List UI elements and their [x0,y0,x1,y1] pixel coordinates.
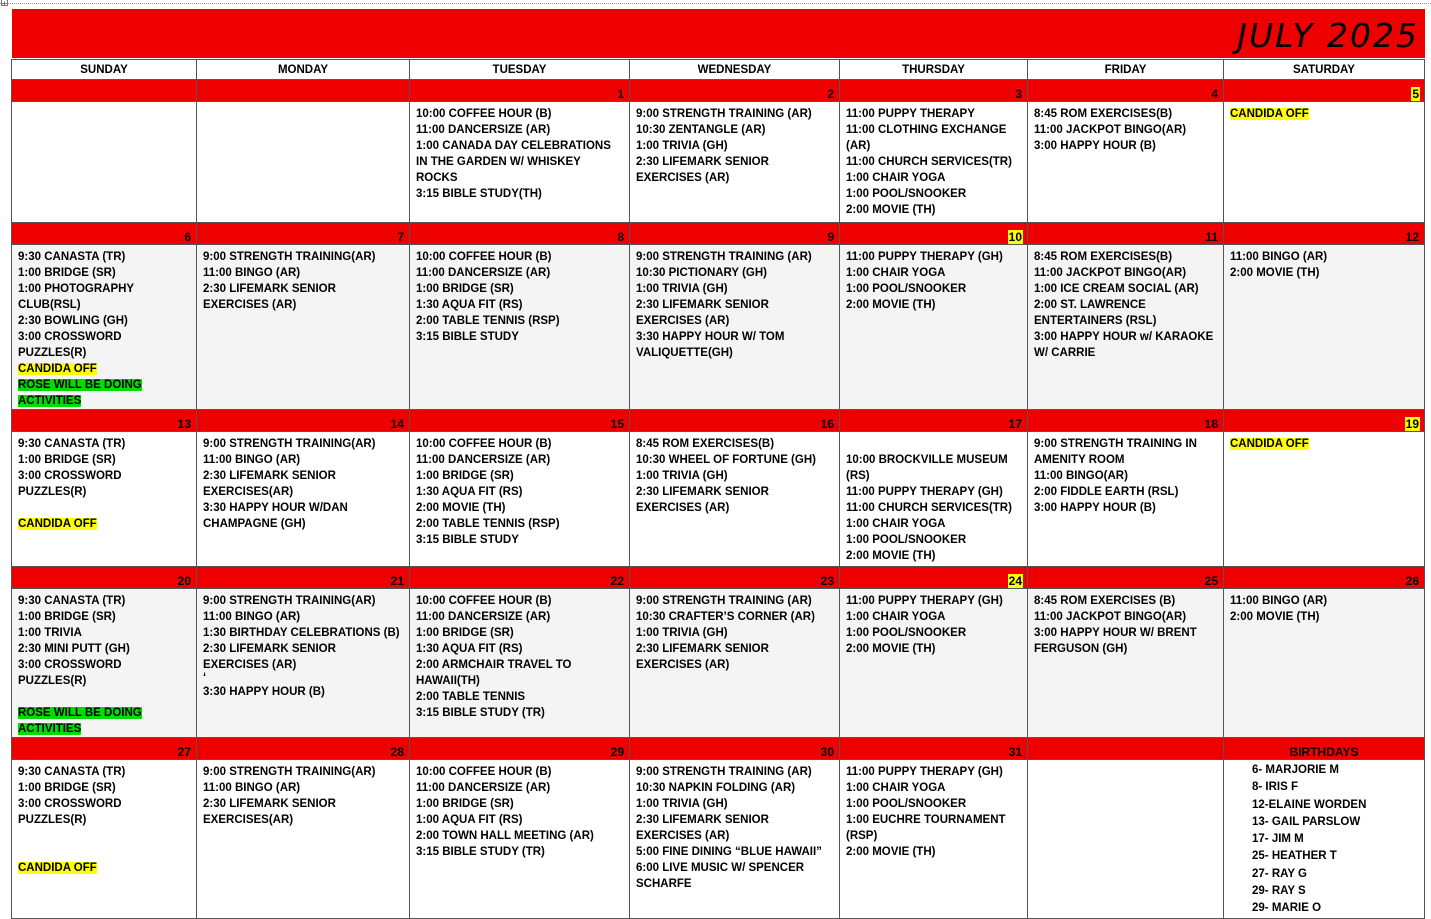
date-cell [12,567,197,589]
event: 10:30 ZENTANGLE (AR) [636,124,766,136]
week-3-number-row [12,410,1425,432]
date-number: 27 [177,745,191,759]
event: 9:30 CANASTA (TR) [18,595,126,607]
date-number: 31 [1008,745,1022,759]
event: 1:00 BRIDGE (SR) [18,782,116,794]
weekday-monday: MONDAY [197,60,410,80]
event: 8:45 ROM EXERCISES (B) [1034,595,1176,607]
week-2-events-row [12,245,1425,410]
event: 9:30 CANASTA (TR) [18,766,126,778]
birthday-entry: 12-ELAINE WORDEN [1252,798,1367,811]
date-number: 8 [617,230,624,244]
event: 3:00 HAPPY HOUR W/ BRENT FERGUSON (GH) [1034,627,1197,655]
event: 2:00 MOVIE (TH) [846,299,936,311]
date-cell [12,410,197,432]
day-events [1028,760,1224,919]
date-number: 17 [1008,417,1022,431]
week-4-events-row [12,589,1425,738]
event: 3:30 HAPPY HOUR W/DAN CHAMPAGNE (GH) [203,502,348,530]
event: 11:00 PUPPY THERAPY [846,108,975,120]
day-events [12,760,197,919]
date-number: 29 [610,745,624,759]
day-events [840,760,1028,919]
event: 11:00 BINGO(AR) [1034,470,1128,482]
event: 11:00 JACKPOT BINGO(AR) [1034,267,1187,279]
date-cell [840,738,1028,760]
event: 3:15 BIBLE STUDY [416,534,519,546]
event: 2:30 LIFEMARK SENIOR EXERCISES (AR) [636,299,769,327]
birthday-entry: 29- RAY S [1252,885,1306,898]
day-events [1028,432,1224,567]
event: 2:00 TOWN HALL MEETING (AR) [416,830,594,842]
event: 3:00 CROSSWORD PUZZLES(R) [18,331,122,359]
date-cell [1224,223,1425,245]
date-cell [12,223,197,245]
birthday-entry: 27- RAY G [1252,867,1307,880]
staff-note-green: ROSE WILL BE DOING ACTIVITIES [18,379,142,407]
event: 2:00 TABLE TENNIS [416,691,526,703]
date-cell [197,410,410,432]
event: 1:00 CHAIR YOGA [846,267,946,279]
date-cell [197,567,410,589]
select-all-handle[interactable]: + [2,0,7,8]
event: 2:00 TABLE TENNIS (RSP) [416,315,560,327]
date-number: 26 [1405,574,1419,588]
birthdays-header [1224,738,1425,760]
day-events [840,102,1028,223]
date-number: 20 [177,574,191,588]
event: 1:00 TRIVIA (GH) [636,140,728,152]
event: 1:00 POOL/SNOOKER [846,627,967,639]
week-5-events-row [12,760,1425,919]
birthday-entry: 13- GAIL PARSLOW [1252,815,1361,828]
event: 6:00 LIVE MUSIC W/ SPENCER SCHARFE [636,862,805,890]
weekday-friday: FRIDAY [1028,60,1224,80]
day-events [197,589,410,738]
date-cell [840,223,1028,245]
event: 11:00 DANCERSIZE (AR) [416,611,551,623]
event: 1:00 POOL/SNOOKER [846,798,967,810]
event: 1:00 AQUA FIT (RS) [416,814,523,826]
date-cell [630,223,840,245]
day-events [630,102,840,223]
event: 1:00 POOL/SNOOKER [846,188,967,200]
event: 11:00 PUPPY THERAPY (GH) [846,766,1003,778]
date-cell [1028,567,1224,589]
day-events [410,432,630,567]
weekday-tuesday: TUESDAY [410,60,630,80]
event: 1:00 ICE CREAM SOCIAL (AR) [1034,283,1199,295]
event: 8:45 ROM EXERCISES(B) [1034,108,1173,120]
staff-note-highlight: CANDIDA OFF [18,363,97,375]
month-title: JULY 2025 [1237,16,1419,55]
day-events [1224,245,1425,410]
day-events [1224,432,1425,567]
date-number: 22 [610,574,624,588]
event: 11:00 CHURCH SERVICES(TR) [846,502,1012,514]
event: 3:00 HAPPY HOUR w/ KARAOKE W/ CARRIE [1034,331,1214,359]
event: 1:00 BRIDGE (SR) [18,454,116,466]
day-events [1028,102,1224,223]
date-cell [197,223,410,245]
date-number-highlighted: 19 [1405,417,1419,431]
event: 11:00 BINGO (AR) [203,267,301,279]
event: 1:00 TRIVIA (GH) [636,798,728,810]
date-cell [1224,80,1425,102]
event: 11:00 JACKPOT BINGO(AR) [1034,124,1187,136]
date-number: 3 [1015,87,1022,101]
event: 11:00 BINGO (AR) [1230,595,1328,607]
day-events [630,589,840,738]
day-events [12,589,197,738]
date-number: 11 [1205,230,1218,244]
week-2-number-row [12,223,1425,245]
event: 10:30 NAPKIN FOLDING (AR) [636,782,796,794]
event: 3:00 HAPPY HOUR (B) [1034,502,1156,514]
date-cell [12,80,197,102]
event: 2:00 TABLE TENNIS (RSP) [416,518,560,530]
event: 3:15 BIBLE STUDY (TR) [416,707,545,719]
page-top-rule [0,3,1431,4]
birthdays-list [1224,760,1425,919]
event: 1:00 TRIVIA [18,627,82,639]
event: 11:00 PUPPY THERAPY (GH) [846,486,1003,498]
date-number: 7 [397,230,404,244]
day-events [840,589,1028,738]
event: 10:30 WHEEL OF FORTUNE (GH) [636,454,816,466]
date-cell [840,410,1028,432]
event: 1:00 BRIDGE (SR) [416,283,514,295]
event: 3:00 CROSSWORD PUZZLES(R) [18,659,122,687]
date-cell [1028,223,1224,245]
staff-note-highlight: CANDIDA OFF [1230,438,1309,450]
event: 10:00 COFFEE HOUR (B) [416,595,552,607]
day-events [197,102,410,223]
blank-line [18,689,190,705]
event: 11:00 BINGO (AR) [203,782,301,794]
event: 10:00 COFFEE HOUR (B) [416,108,552,120]
event: 1:00 EUCHRE TOURNAMENT (RSP) [846,814,1006,842]
event: 1:00 CANADA DAY CELEBRATIONS IN THE GARDEN W/ WHISKEY ROCKS [416,140,611,184]
week-1-events-row [12,102,1425,223]
event: 2:00 MOVIE (TH) [846,204,936,216]
date-cell [840,567,1028,589]
date-cell [1224,567,1425,589]
event: 1:00 CHAIR YOGA [846,782,946,794]
event: 10:00 COFFEE HOUR (B) [416,766,552,778]
event: 2:30 LIFEMARK SENIOR EXERCISES (AR) [636,156,769,184]
event: 11:00 DANCERSIZE (AR) [416,782,551,794]
event: 2:00 MOVIE (TH) [846,550,936,562]
event: 3:15 BIBLE STUDY(TH) [416,188,542,200]
event: 1:00 POOL/SNOOKER [846,534,967,546]
calendar-grid [11,59,1425,919]
event: 9:30 CANASTA (TR) [18,438,126,450]
date-cell [630,410,840,432]
weekday-saturday: SATURDAY [1224,60,1425,80]
date-number: 9 [827,230,834,244]
date-number: 12 [1405,230,1419,244]
event: 2:30 BOWLING (GH) [18,315,128,327]
date-cell [410,738,630,760]
week-1-number-row [12,80,1425,102]
event: 9:00 STRENGTH TRAINING IN AMENITY ROOM [1034,438,1197,466]
event: 9:30 CANASTA (TR) [18,251,126,263]
day-events [197,760,410,919]
event: 10:00 COFFEE HOUR (B) [416,251,552,263]
day-events [410,760,630,919]
day-events [1224,589,1425,738]
event: 5:00 FINE DINING “BLUE HAWAII” [636,846,822,858]
date-cell [410,410,630,432]
day-events [840,245,1028,410]
date-number-highlighted: 10 [1008,230,1022,244]
event: 11:00 BINGO (AR) [203,611,301,623]
date-number: 18 [1204,417,1218,431]
month-banner [12,9,1425,58]
date-number: 23 [820,574,834,588]
event: 10:00 COFFEE HOUR (B) [416,438,552,450]
event: 11:00 PUPPY THERAPY (GH) [846,251,1003,263]
date-number: 21 [390,574,404,588]
day-events [197,245,410,410]
event: 2:30 LIFEMARK SENIOR EXERCISES (AR) [203,643,336,671]
event: 1:00 BRIDGE (SR) [18,267,116,279]
event: 1:00 BRIDGE (SR) [18,611,116,623]
date-number: 25 [1204,574,1218,588]
day-events [410,245,630,410]
event: 9:00 STRENGTH TRAINING(AR) [203,251,376,263]
event: 11:00 DANCERSIZE (AR) [416,267,551,279]
day-events [1028,245,1224,410]
event: 2:00 MOVIE (TH) [1230,267,1320,279]
date-number: 15 [610,417,624,431]
week-3-events-row [12,432,1425,567]
birthday-entry: 29- MARIE O [1252,902,1322,915]
event: 1:00 CHAIR YOGA [846,518,946,530]
event: 2:00 ARMCHAIR TRAVEL TO HAWAII(TH) [416,659,572,687]
day-events [840,432,1028,567]
date-cell [1028,738,1224,760]
event: 2:00 MOVIE (TH) [1230,611,1320,623]
event: 11:00 DANCERSIZE (AR) [416,124,551,136]
event: 3:30 HAPPY HOUR W/ TOM VALIQUETTE(GH) [636,331,785,359]
birthday-entry: 25- HEATHER T [1252,850,1337,863]
event: 1:00 BRIDGE (SR) [416,627,514,639]
weekday-header-row [12,60,1425,80]
event: 1:00 BRIDGE (SR) [416,470,514,482]
event: 3:00 CROSSWORD PUZZLES(R) [18,798,122,826]
date-number-highlighted: 24 [1008,574,1022,588]
date-number: 16 [820,417,834,431]
date-cell [630,567,840,589]
date-number: 4 [1211,87,1218,101]
event: 2:00 ST. LAWRENCE ENTERTAINERS (RSL) [1034,299,1157,327]
day-events [12,245,197,410]
date-number: 28 [390,745,404,759]
event: 1:00 POOL/SNOOKER [846,283,967,295]
staff-note-highlight: CANDIDA OFF [18,518,97,530]
event: 10:30 PICTIONARY (GH) [636,267,767,279]
event: 8:45 ROM EXERCISES(B) [1034,251,1173,263]
weekday-wednesday: WEDNESDAY [630,60,840,80]
event: 3:30 HAPPY HOUR (B) [203,686,325,698]
date-cell [1224,410,1425,432]
event: 2:00 MOVIE (TH) [846,846,936,858]
birthday-entry: 17- JIM M [1252,833,1304,846]
event: 1:30 AQUA FIT (RS) [416,299,523,311]
event: 1:00 PHOTOGRAPHY CLUB(RSL) [18,283,134,311]
event: 2:30 LIFEMARK SENIOR EXERCISES(AR) [203,798,336,826]
event: 10:30 CRAFTER’S CORNER (AR) [636,611,815,623]
event: 11:00 PUPPY THERAPY (GH) [846,595,1003,607]
event: 2:30 LIFEMARK SENIOR EXERCISES (AR) [636,814,769,842]
date-cell [840,80,1028,102]
blank-line [18,844,190,860]
day-events [630,760,840,919]
birthday-entry: 8- IRIS F [1252,781,1299,794]
date-cell [630,738,840,760]
day-events [630,245,840,410]
week-4-number-row [12,567,1425,589]
birthdays-title: BIRTHDAYS [1289,745,1359,759]
event: 2:00 MOVIE (TH) [846,643,936,655]
event: 1:30 AQUA FIT (RS) [416,486,523,498]
date-cell [1028,80,1224,102]
event: 1:00 CHAIR YOGA [846,611,946,623]
event: 3:00 HAPPY HOUR (B) [1034,140,1156,152]
date-cell [1028,410,1224,432]
event: 9:00 STRENGTH TRAINING(AR) [203,438,376,450]
event: 3:15 BIBLE STUDY (TR) [416,846,545,858]
event: 3:00 CROSSWORD PUZZLES(R) [18,470,122,498]
event: 2:30 LIFEMARK SENIOR EXERCISES(AR) [203,470,336,498]
day-events [1028,589,1224,738]
event: 2:30 LIFEMARK SENIOR EXERCISES (AR) [203,283,336,311]
day-events [12,432,197,567]
staff-note-highlight: CANDIDA OFF [18,862,97,874]
event: 11:00 DANCERSIZE (AR) [416,454,551,466]
event: 1:30 AQUA FIT (RS) [416,643,523,655]
event: 2:30 LIFEMARK SENIOR EXERCISES (AR) [636,486,769,514]
date-cell [12,738,197,760]
blank-line [18,828,190,844]
event: 2:30 LIFEMARK SENIOR EXERCISES (AR) [636,643,769,671]
event: 10:00 BROCKVILLE MUSEUM (RS) [846,454,1008,482]
event: 1:00 TRIVIA (GH) [636,627,728,639]
blank-line [846,436,1021,452]
event: 11:00 CLOTHING EXCHANGE (AR) [846,124,1007,152]
date-cell [197,738,410,760]
day-events [410,102,630,223]
date-number: 1 [617,87,624,101]
date-number: 13 [177,417,191,431]
day-events [1224,102,1425,223]
blank-line [18,500,190,516]
event: 2:30 MINI PUTT (GH) [18,643,130,655]
date-cell [197,80,410,102]
event: 9:00 STRENGTH TRAINING(AR) [203,595,376,607]
date-number: 14 [390,417,404,431]
birthday-entry: 6- MARJORIE M [1252,764,1339,776]
event: 9:00 STRENGTH TRAINING (AR) [636,595,812,607]
week-5-number-row [12,738,1425,760]
stray-mark: ‘ [203,672,207,684]
event: 1:00 CHAIR YOGA [846,172,946,184]
date-number-highlighted: 5 [1412,87,1419,101]
event: 2:00 FIDDLE EARTH (RSL) [1034,486,1179,498]
day-events [630,432,840,567]
date-cell [410,223,630,245]
day-events [12,102,197,223]
date-cell [410,567,630,589]
weekday-sunday: SUNDAY [12,60,197,80]
event: 9:00 STRENGTH TRAINING (AR) [636,108,812,120]
event: 1:00 BRIDGE (SR) [416,798,514,810]
date-cell [630,80,840,102]
event: 8:45 ROM EXERCISES(B) [636,438,775,450]
day-events [410,589,630,738]
event: 11:00 BINGO (AR) [1230,251,1328,263]
staff-note-green: ROSE WILL BE DOING ACTIVITIES [18,707,142,735]
event: 11:00 BINGO (AR) [203,454,301,466]
event: 3:15 BIBLE STUDY [416,331,519,343]
event: 11:00 CHURCH SERVICES(TR) [846,156,1012,168]
staff-note-highlight: CANDIDA OFF [1230,108,1309,120]
date-number: 2 [827,87,834,101]
weekday-thursday: THURSDAY [840,60,1028,80]
date-cell [410,80,630,102]
event: 9:00 STRENGTH TRAINING (AR) [636,251,812,263]
date-number: 6 [184,230,191,244]
event: 1:30 BIRTHDAY CELEBRATIONS (B) [203,627,400,639]
event: 9:00 STRENGTH TRAINING(AR) [203,766,376,778]
event: 9:00 STRENGTH TRAINING (AR) [636,766,812,778]
day-events [197,432,410,567]
event: 11:00 JACKPOT BINGO(AR) [1034,611,1187,623]
event: 2:00 MOVIE (TH) [416,502,506,514]
event: 1:00 TRIVIA (GH) [636,470,728,482]
event: 1:00 TRIVIA (GH) [636,283,728,295]
date-number: 30 [820,745,834,759]
